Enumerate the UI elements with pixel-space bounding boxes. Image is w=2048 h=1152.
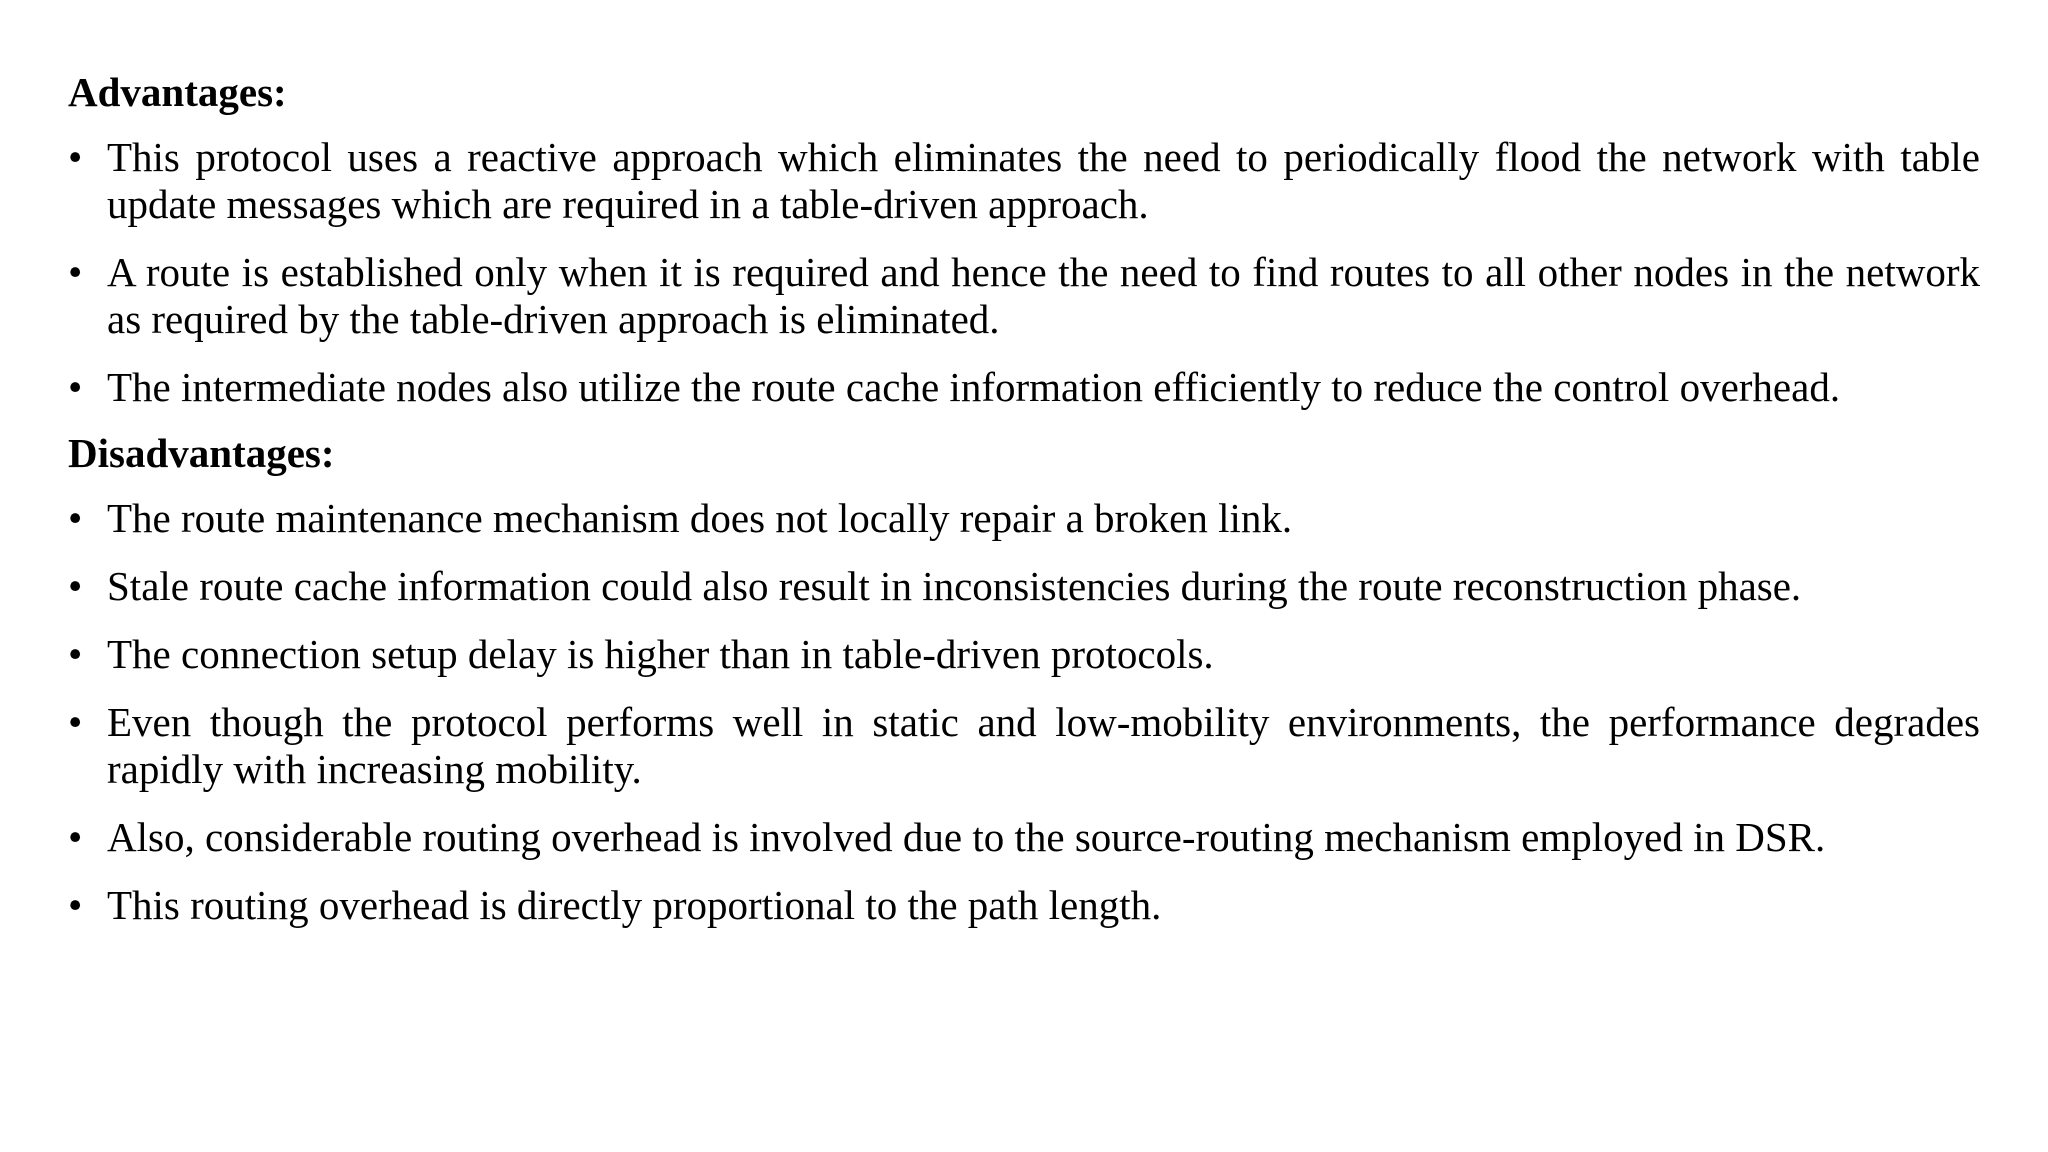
bullet-text: The connection setup delay is higher than in table-driven protocols.: [107, 631, 1214, 677]
bullet-text: The intermediate nodes also utilize the route cache information efficiently to reduce the control overhead.: [107, 364, 1841, 410]
bullet-text: The route maintenance mechanism does not locally repair a broken link.: [107, 495, 1293, 541]
bullet-text: This protocol uses a reactive approach which eliminates the need to periodically flood the network with table update messages which are required in a table-driven approach.: [107, 134, 1980, 227]
bullet-text: Stale route cache information could also result in inconsistencies during the route reconstruction phase.: [107, 563, 1802, 609]
disadvantages-item: [68, 882, 1980, 929]
advantages-item: [68, 364, 1980, 411]
disadvantages-item: [68, 563, 1980, 610]
advantages-heading: Advantages:: [68, 69, 287, 115]
disadvantages-item: [68, 495, 1980, 542]
bullet-text: This routing overhead is directly proportional to the path length.: [107, 882, 1162, 928]
disadvantages-item: [68, 631, 1980, 678]
advantages-list: [68, 134, 1980, 411]
bullet-text: Also, considerable routing overhead is involved due to the source-routing mechanism employed in DSR.: [107, 814, 1826, 860]
disadvantages-item: [68, 699, 1980, 793]
disadvantages-item: [68, 814, 1980, 861]
slide-content: [68, 68, 1980, 947]
bullet-text: Even though the protocol performs well in static and low-mobility environments, the performance degrades rapidly with increasing mobility.: [107, 699, 1980, 792]
disadvantages-list: [68, 495, 1980, 929]
advantages-item: [68, 249, 1980, 343]
advantages-item: [68, 134, 1980, 228]
disadvantages-heading: Disadvantages:: [68, 430, 335, 476]
bullet-text: A route is established only when it is required and hence the need to find routes to all other nodes in the network as required by the table-driven approach is eliminated.: [107, 249, 1980, 342]
